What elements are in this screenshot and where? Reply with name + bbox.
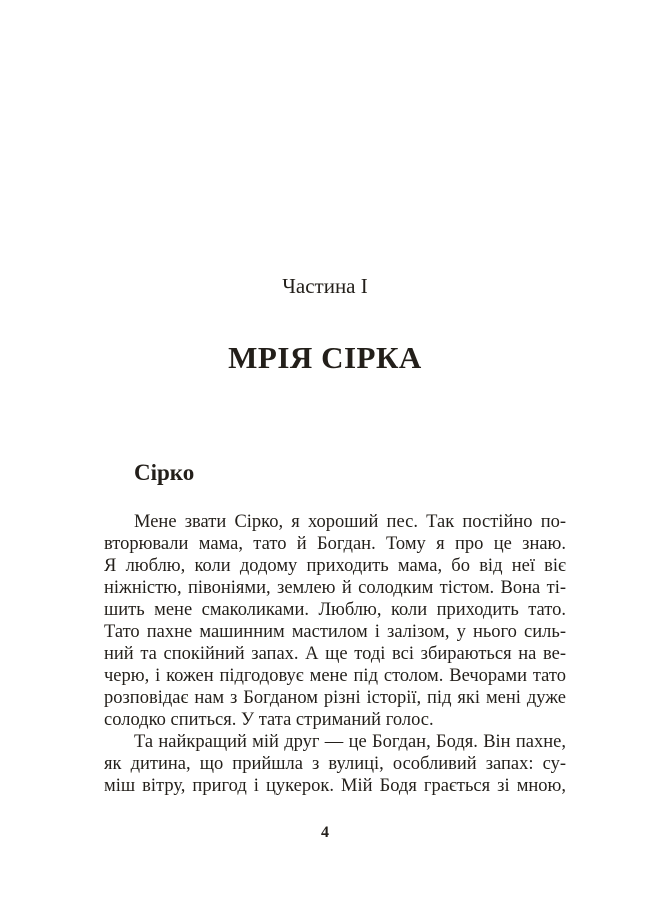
chapter-title: Сірко: [134, 460, 195, 485]
text-line: Мене звати Сірко, я хороший пес. Так постійно по-: [134, 512, 566, 532]
text-line: шить мене смаколиками. Люблю, коли приходить тато.: [104, 600, 566, 620]
text-line: ний та спокійний запах. А ще тоді всі збираються на ве-: [104, 644, 566, 664]
text-line: міш вітру, пригод і цукерок. Мій Бодя грається зі мною,: [104, 776, 566, 796]
text-line: черю, і кожен підгодовує мене під столом. Вечорами тато: [104, 666, 566, 686]
body-text: [104, 511, 566, 797]
text-line: вторювали мама, тато й Богдан. Тому я про це знаю.: [104, 534, 566, 554]
part-label: Частина І: [282, 274, 368, 298]
text-line: розповідає нам з Богданом різні історії, під які мені дуже: [104, 688, 566, 708]
book-title: МРІЯ СІРКА: [228, 340, 422, 375]
text-line: Я люблю, коли додому приходить мама, бо від неї віє: [104, 556, 566, 576]
text-line: як дитина, що прийшла з вулиці, особливий запах: су-: [104, 754, 566, 774]
text-line: Та найкращий мій друг — це Богдан, Бодя. Він пахне,: [134, 732, 566, 752]
page-number: 4: [321, 824, 329, 841]
text-line: ніжністю, півоніями, землею й солодким тістом. Вона ті-: [104, 578, 566, 598]
text-line: Тато пахне машинним мастилом і залізом, у нього силь-: [104, 622, 566, 642]
text-line: солодко спиться. У тата стриманий голос.: [104, 710, 434, 730]
